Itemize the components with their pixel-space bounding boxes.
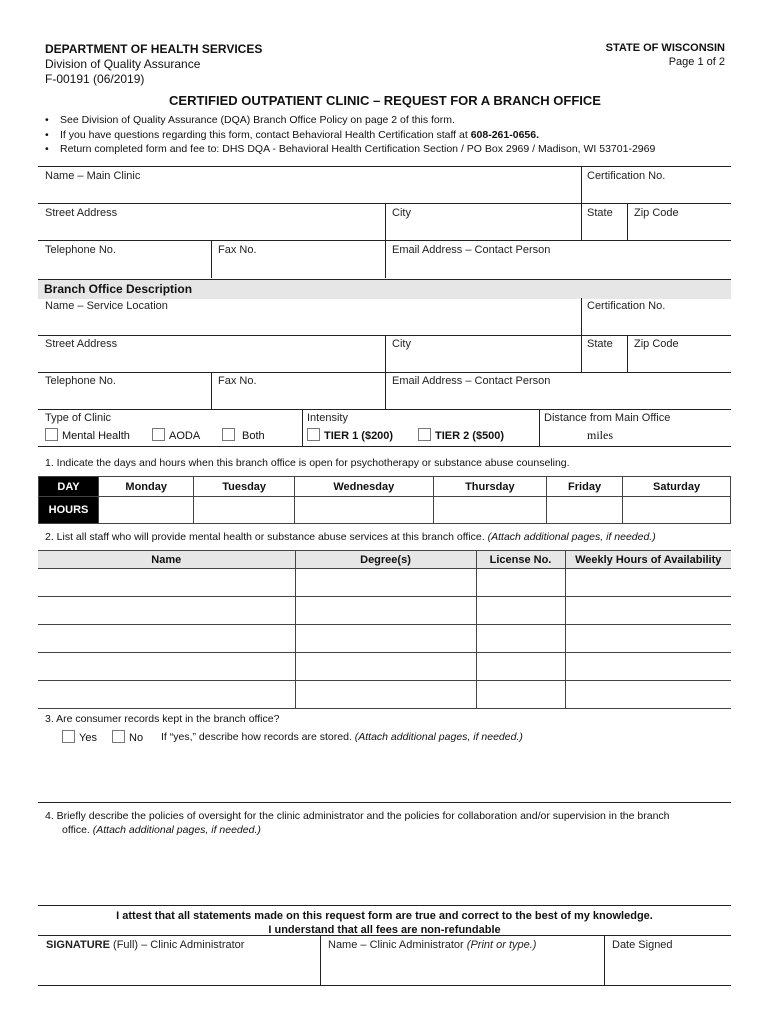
checkbox[interactable] [222, 428, 235, 441]
table-row [38, 653, 731, 681]
intensity-label: Intensity [307, 412, 348, 424]
branch-city-field[interactable] [388, 335, 415, 350]
staff-cell[interactable] [565, 597, 731, 625]
tier-1-label: TIER 1 ($200) [324, 430, 394, 442]
main-street-field[interactable] [41, 204, 121, 219]
main-cert-field[interactable] [583, 167, 669, 182]
admin-name-field[interactable] [324, 936, 540, 951]
branch-phone-label: Telephone No. [45, 375, 116, 387]
instruction-1: • See Division of Quality Assurance (DQA) Branch Office Policy on page 2 of this form. [45, 113, 735, 128]
no-label: No [129, 732, 144, 744]
checkbox[interactable] [45, 428, 58, 441]
staff-cell[interactable] [38, 681, 295, 709]
main-phone-field[interactable] [41, 241, 120, 256]
hours-header: HOURS [39, 497, 99, 524]
staff-cell[interactable] [295, 625, 476, 653]
staff-cell[interactable] [38, 597, 295, 625]
instruction-2-text: If you have questions regarding this form, contact Behavioral Health Certification staff at [60, 128, 471, 141]
instruction-3: • Return completed form and fee to: DHS DQA - Behavioral Health Certification Section / PO Box 2969 / Madison, WI 53701-2969 [45, 142, 735, 157]
staff-cell[interactable] [38, 653, 295, 681]
question-2-note: (Attach additional pages, if needed.) [487, 531, 656, 543]
day-thursday: Thursday [433, 477, 546, 497]
branch-name-label: Name – Service Location [45, 300, 168, 312]
department-name: DEPARTMENT OF HEALTH SERVICES [45, 42, 263, 56]
main-city-field[interactable] [388, 204, 415, 219]
staff-cell[interactable] [295, 569, 476, 597]
branch-name-field[interactable] [41, 297, 172, 312]
question-3-note: (Attach additional pages, if needed.) [354, 731, 523, 743]
branch-state-field[interactable] [583, 335, 617, 350]
branch-street-label: Street Address [45, 338, 118, 350]
staff-cell[interactable] [476, 625, 565, 653]
records-description-prompt [161, 731, 523, 743]
checkbox[interactable] [307, 428, 320, 441]
oversight-description-area[interactable] [38, 840, 731, 904]
attestation [38, 905, 731, 937]
branch-zip-label: Zip Code [634, 338, 679, 350]
hours-thursday[interactable] [433, 497, 546, 524]
question-4 [45, 809, 735, 837]
checkbox[interactable] [152, 428, 165, 441]
type-both[interactable] [222, 428, 265, 442]
checkbox[interactable] [112, 730, 125, 743]
branch-fax-field[interactable] [214, 372, 261, 387]
branch-email-label: Email Address – Contact Person [392, 375, 551, 387]
day-monday: Monday [99, 477, 194, 497]
day-friday: Friday [546, 477, 622, 497]
staff-cell[interactable] [565, 681, 731, 709]
question-4-note: (Attach additional pages, if needed.) [92, 824, 261, 836]
staff-col-name: Name [38, 551, 295, 569]
form-number: F-00191 (06/2019) [45, 72, 145, 86]
hours-tuesday[interactable] [194, 497, 294, 524]
hours-friday[interactable] [546, 497, 622, 524]
branch-state-label: State [587, 338, 613, 350]
main-street-label: Street Address [45, 207, 118, 219]
question-4-text: 4. Briefly describe the policies of oversight for the clinic administrator and the policies for collaboration and/or supervision in the branch [45, 810, 670, 822]
staff-cell[interactable] [295, 653, 476, 681]
attestation-line-1: I attest that all statements made on this request form are true and correct to the best of my knowledge. [116, 910, 653, 922]
days-hours-table [38, 476, 731, 524]
question-1: 1. Indicate the days and hours when this branch office is open for psychotherapy or substance abuse counseling. [45, 457, 570, 469]
type-mental-health[interactable] [45, 428, 130, 442]
staff-cell[interactable] [565, 569, 731, 597]
checkbox[interactable] [62, 730, 75, 743]
records-no-option[interactable] [112, 730, 143, 744]
question-3: 3. Are consumer records kept in the branch office? [45, 713, 280, 725]
tier-2-label: TIER 2 ($500) [435, 430, 505, 442]
branch-cert-label: Certification No. [587, 300, 666, 312]
type-option-label: Both [242, 430, 265, 442]
distance-label: Distance from Main Office [544, 412, 671, 424]
table-row [38, 597, 731, 625]
main-clinic-name-label: Name – Main Clinic [45, 170, 141, 182]
main-email-field[interactable] [388, 241, 554, 256]
day-tuesday: Tuesday [194, 477, 294, 497]
main-city-label: City [392, 207, 411, 219]
staff-cell[interactable] [476, 681, 565, 709]
main-zip-field[interactable] [630, 204, 683, 219]
admin-name-label: Name – Clinic Administrator [328, 939, 467, 951]
staff-cell[interactable] [295, 681, 476, 709]
staff-col-degree: Degree(s) [295, 551, 476, 569]
tier-1-option[interactable] [307, 428, 393, 442]
signature-label-bold: SIGNATURE [46, 939, 110, 951]
main-clinic-name-field[interactable] [41, 167, 144, 182]
branch-email-field[interactable] [388, 372, 554, 387]
branch-city-label: City [392, 338, 411, 350]
branch-street-field[interactable] [41, 335, 121, 350]
day-header: DAY [39, 477, 99, 497]
date-signed-field[interactable] [608, 936, 677, 951]
day-saturday: Saturday [623, 477, 731, 497]
main-cert-label: Certification No. [587, 170, 666, 182]
main-zip-label: Zip Code [634, 207, 679, 219]
main-email-label: Email Address – Contact Person [392, 244, 551, 256]
branch-section-title: Branch Office Description [38, 279, 731, 299]
branch-phone-field[interactable] [41, 372, 120, 387]
hours-monday[interactable] [99, 497, 194, 524]
staff-cell[interactable] [38, 625, 295, 653]
question-2 [45, 530, 735, 544]
type-option-label: AODA [169, 430, 201, 442]
main-state-field[interactable] [583, 204, 617, 219]
staff-cell[interactable] [476, 569, 565, 597]
header-left [45, 42, 262, 87]
signature-field[interactable] [42, 936, 248, 951]
records-description-area[interactable] [38, 750, 731, 802]
form-title: CERTIFIED OUTPATIENT CLINIC – REQUEST FOR A BRANCH OFFICE [169, 93, 601, 108]
main-fax-field[interactable] [214, 241, 261, 256]
staff-cell[interactable] [476, 597, 565, 625]
page-number: Page 1 of 2 [668, 56, 725, 68]
if-yes-text: If “yes,” describe how records are stored. [161, 731, 355, 743]
staff-cell[interactable] [565, 625, 731, 653]
day-wednesday: Wednesday [294, 477, 433, 497]
type-option-label: Mental Health [62, 430, 130, 442]
checkbox[interactable] [418, 428, 431, 441]
table-row [38, 625, 731, 653]
signature-label-rest: (Full) – Clinic Administrator [109, 939, 245, 951]
table-row [38, 681, 731, 709]
contact-phone: 608-261-0656. [470, 128, 540, 141]
tier-2-option[interactable] [418, 428, 504, 442]
staff-cell[interactable] [565, 653, 731, 681]
main-fax-label: Fax No. [218, 244, 257, 256]
branch-cert-field[interactable] [583, 297, 669, 312]
staff-table [38, 550, 731, 709]
branch-zip-field[interactable] [630, 335, 683, 350]
admin-name-note: (Print or type.) [466, 939, 537, 951]
staff-cell[interactable] [38, 569, 295, 597]
type-of-clinic-label: Type of Clinic [45, 412, 112, 424]
hours-saturday[interactable] [623, 497, 731, 524]
hours-wednesday[interactable] [294, 497, 433, 524]
question-4-continued: office. [62, 824, 93, 836]
staff-cell[interactable] [476, 653, 565, 681]
date-signed-label: Date Signed [612, 939, 673, 951]
staff-cell[interactable] [295, 597, 476, 625]
instruction-2 [45, 128, 735, 143]
branch-fax-label: Fax No. [218, 375, 257, 387]
question-4-text-2 [45, 823, 735, 837]
type-aoda[interactable] [152, 428, 200, 442]
state-name: STATE OF WISCONSIN [605, 42, 725, 54]
staff-col-hours: Weekly Hours of Availability [565, 551, 731, 569]
division-name: Division of Quality Assurance [45, 57, 201, 71]
staff-col-license: License No. [476, 551, 565, 569]
question-2-text: 2. List all staff who will provide mental health or substance abuse services at this branch office. [45, 531, 488, 543]
header-right [606, 41, 725, 69]
records-yes-option[interactable] [62, 730, 97, 744]
attestation-line-2: I understand that all fees are non-refundable [268, 924, 501, 936]
instructions [45, 113, 735, 157]
main-phone-label: Telephone No. [45, 244, 116, 256]
main-state-label: State [587, 207, 613, 219]
yes-label: Yes [79, 732, 97, 744]
miles-label: miles [587, 428, 613, 442]
table-row [38, 569, 731, 597]
